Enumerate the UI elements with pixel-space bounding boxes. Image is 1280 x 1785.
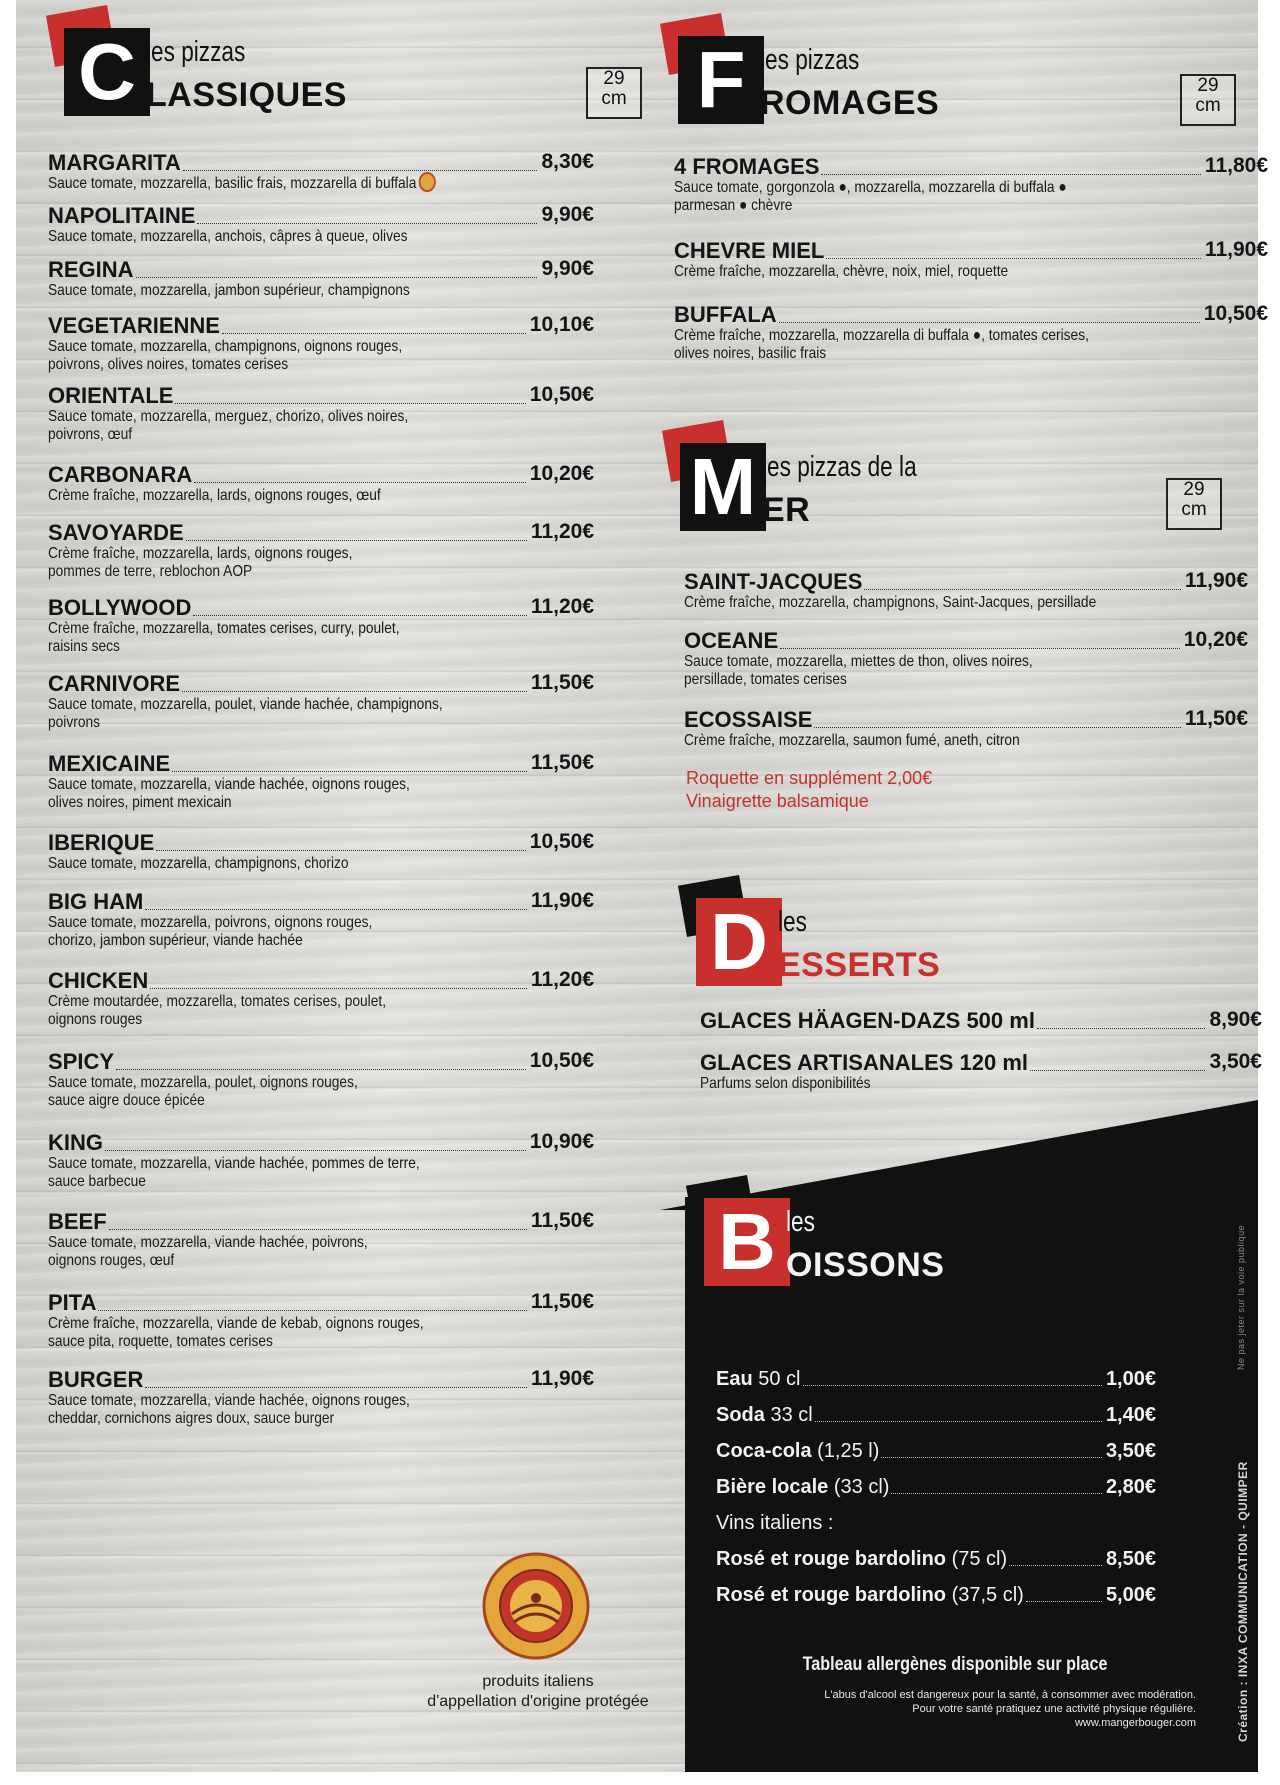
aop-caption (408, 1672, 668, 1712)
leader-dots (182, 691, 527, 692)
item-price: 9,90€ (541, 203, 594, 226)
header-small-text: les pizzas (760, 44, 860, 76)
menu-item (700, 1050, 1262, 1092)
leader-dots (109, 1229, 527, 1230)
drink-volume: (33 cl) (828, 1476, 890, 1498)
drink-item (716, 1440, 1156, 1466)
leader-dots (1037, 1028, 1205, 1029)
item-description: Crème fraîche, mozzarella, chèvre, noix, miel, roquette (674, 263, 1009, 280)
drink-volume: (1,25 l) (811, 1440, 880, 1462)
item-description: Sauce tomate, mozzarella, viande hachée, oignons rouges, (48, 1392, 410, 1409)
size-badge-classiques (586, 67, 642, 119)
item-price: 8,90€ (1209, 1008, 1262, 1031)
leader-dots (172, 771, 527, 772)
item-description: Crème fraîche, mozzarella, mozzarella di buffala ●, tomates cerises, (674, 327, 1089, 344)
item-description: Sauce tomate, mozzarella, viande hachée, poivrons, (48, 1234, 368, 1251)
item-description: Crème fraîche, mozzarella, lards, oignons rouges, œuf (48, 487, 381, 504)
menu-item (48, 257, 594, 299)
item-description: oignons rouges (48, 1011, 143, 1028)
item-description: Crème fraîche, mozzarella, viande de kebab, oignons rouges, (48, 1315, 424, 1332)
drink-volume: (37,5 cl) (946, 1584, 1024, 1606)
item-name: BURGER (48, 1367, 144, 1392)
item-name: BIG HAM (48, 889, 144, 914)
drink-name (716, 1440, 879, 1463)
item-description: persillade, tomates cerises (684, 671, 847, 688)
item-description: oignons rouges, œuf (48, 1252, 175, 1269)
drink-item (716, 1368, 1156, 1394)
item-description: raisins secs (48, 638, 120, 655)
menu-item (674, 154, 1268, 214)
aop-badge-icon (419, 172, 436, 192)
item-name: BEEF (48, 1209, 107, 1234)
header-initial: C (64, 28, 150, 116)
item-description: Sauce tomate, mozzarella, merguez, chorizo, olives noires, (48, 408, 409, 425)
drink-name (716, 1512, 833, 1535)
menu-item (48, 1130, 594, 1190)
header-title: ER (762, 491, 811, 529)
supplement-note: Roquette en supplément 2,00€ (686, 768, 933, 788)
leader-dots (175, 403, 525, 404)
menu-item (674, 238, 1268, 280)
leader-dots (98, 1310, 526, 1311)
item-price: 11,50€ (530, 1290, 594, 1313)
menu-item (48, 1367, 594, 1427)
item-price: 11,90€ (1204, 238, 1268, 261)
drink-name (716, 1584, 1024, 1607)
item-description: parmesan ● chèvre (674, 197, 793, 214)
leader-dots (826, 258, 1201, 259)
aop-caption-line-1: produits italiens (482, 1673, 594, 1690)
drink-price: 3,50€ (1105, 1440, 1156, 1462)
item-price: 11,50€ (530, 671, 594, 694)
size-badge-mer (1166, 478, 1222, 530)
item-price: 11,80€ (1204, 154, 1268, 177)
leader-dots (821, 174, 1200, 175)
item-name: KING (48, 1130, 103, 1155)
item-price: 11,90€ (530, 889, 594, 912)
allergens-note: Tableau allergènes disponible sur place (802, 1654, 1108, 1675)
header-small-text: les (778, 906, 807, 938)
item-description: Crème fraîche, mozzarella, lards, oignons rouges, (48, 545, 353, 562)
item-price: 11,90€ (530, 1367, 594, 1390)
drink-name-bold: Coca-cola (716, 1440, 812, 1462)
header-initial: F (678, 36, 764, 124)
leader-dots (194, 482, 526, 483)
leader-dots (814, 727, 1181, 728)
leader-dots (150, 988, 527, 989)
aop-seal-logo (482, 1552, 590, 1660)
item-price: 8,30€ (541, 150, 594, 173)
item-description: sauce pita, roquette, tomates cerises (48, 1333, 273, 1350)
header-small-text: les pizzas (146, 36, 246, 68)
header-small-text: les (786, 1206, 815, 1238)
menu-item (48, 203, 594, 245)
leader-dots (881, 1457, 1102, 1458)
leader-dots (1026, 1601, 1102, 1602)
item-price: 10,50€ (529, 1049, 594, 1072)
leader-dots (136, 277, 538, 278)
header-small-text: les pizzas de la (762, 451, 917, 483)
drink-volume: 33 cl (764, 1404, 813, 1426)
item-description: poivrons, œuf (48, 426, 133, 443)
leader-dots (197, 223, 537, 224)
menu-item (48, 462, 594, 504)
drink-volume: 50 cl (752, 1368, 801, 1390)
item-name: GLACES HÄAGEN-DAZS 500 ml (700, 1008, 1035, 1033)
header-title: LASSIQUES (146, 76, 347, 114)
item-description: olives noires, piment mexicain (48, 794, 232, 811)
item-description: Sauce tomate, mozzarella, poivrons, oignons rouges, (48, 914, 373, 931)
size-number: 29 (603, 68, 625, 89)
header-title: ROMAGES (760, 84, 940, 122)
menu-item (48, 751, 594, 811)
menu-item (48, 383, 594, 443)
item-description: Sauce tomate, mozzarella, champignons, oignons rouges, (48, 338, 403, 355)
size-number: 29 (1183, 479, 1205, 500)
header-title: ESSERTS (778, 946, 941, 984)
item-name: CARNIVORE (48, 671, 181, 696)
menu-item (48, 150, 594, 193)
item-name: CHEVRE MIEL (674, 238, 825, 263)
item-description: poivrons, olives noires, tomates cerises (48, 356, 289, 373)
item-description: olives noires, basilic frais (674, 345, 827, 362)
item-description: Crème fraîche, mozzarella, saumon fumé, aneth, citron (684, 732, 1020, 749)
item-price: 11,50€ (530, 1209, 594, 1232)
drink-name (716, 1368, 801, 1391)
drink-name (716, 1476, 889, 1499)
leader-dots (780, 648, 1180, 649)
header-title: OISSONS (786, 1246, 945, 1284)
menu-item (48, 520, 594, 580)
drink-item (716, 1404, 1156, 1430)
size-unit: cm (601, 88, 627, 109)
menu-item (700, 1008, 1262, 1033)
mer-header (666, 425, 986, 535)
size-badge-fromages (1180, 74, 1236, 126)
drink-name-bold: Rosé et rouge bardolino (716, 1584, 947, 1606)
item-name: MEXICAINE (48, 751, 171, 776)
item-price: 3,50€ (1209, 1050, 1262, 1073)
leader-dots (193, 615, 527, 616)
item-description: Sauce tomate, mozzarella, jambon supérieur, champignons (48, 282, 410, 299)
item-price: 10,50€ (529, 383, 594, 406)
drink-price: 1,00€ (1105, 1368, 1156, 1390)
item-name: PITA (48, 1290, 97, 1315)
leader-dots (145, 1387, 527, 1388)
item-description: Crème fraîche, mozzarella, champignons, Saint-Jacques, persillade (684, 594, 1097, 611)
menu-item (684, 707, 1248, 749)
menu-item (48, 595, 594, 655)
item-description: Parfums selon disponibilités (700, 1075, 871, 1092)
item-description: Sauce tomate, mozzarella, anchois, câpres à queue, olives (48, 228, 408, 245)
legal-notice (700, 1688, 1196, 1730)
legal-line-1: L'abus d'alcool est dangereux pour la santé, à consommer avec modération. (824, 1689, 1196, 1701)
menu-item (48, 968, 594, 1028)
size-unit: cm (1195, 95, 1221, 116)
classiques-header (50, 10, 370, 120)
item-description: cheddar, cornichons aigres doux, sauce burger (48, 1410, 335, 1427)
item-description: Sauce tomate, mozzarella, basilic frais, mozzarella di buffala (48, 174, 439, 194)
leader-dots (803, 1385, 1102, 1386)
menu-item (684, 569, 1248, 611)
item-description: sauce barbecue (48, 1173, 146, 1190)
item-description: Sauce tomate, mozzarella, viande hachée, pommes de terre, (48, 1155, 420, 1172)
drink-volume: (75 cl) (946, 1548, 1008, 1570)
legal-line-2: Pour votre santé pratiquez une activité physique régulière. (912, 1703, 1196, 1715)
vinaigrette-note: Vinaigrette balsamique (686, 791, 869, 811)
item-name: ECOSSAISE (684, 707, 813, 732)
item-name: 4 FROMAGES (674, 154, 820, 179)
leader-dots (156, 850, 525, 851)
item-description: Sauce tomate, mozzarella, champignons, chorizo (48, 855, 349, 872)
item-description: pommes de terre, reblochon AOP (48, 563, 253, 580)
item-description: Sauce tomate, mozzarella, viande hachée, oignons rouges, (48, 776, 410, 793)
item-name: BUFFALA (674, 302, 777, 327)
item-description: sauce aigre douce épicée (48, 1092, 205, 1109)
menu-item (674, 302, 1268, 362)
item-name: SPICY (48, 1049, 115, 1074)
item-price: 11,50€ (1184, 707, 1248, 730)
item-name: REGINA (48, 257, 134, 282)
menu-item (48, 1049, 594, 1109)
item-name: OCEANE (684, 628, 779, 653)
drink-item (716, 1476, 1156, 1502)
aop-caption-line-2: d'appellation d'origine protégée (427, 1693, 649, 1710)
leader-dots (183, 170, 538, 171)
item-description: Crème moutardée, mozzarella, tomates cerises, poulet, (48, 993, 387, 1010)
drink-price: 1,40€ (1105, 1404, 1156, 1426)
item-name: SAINT-JACQUES (684, 569, 863, 594)
header-initial: B (704, 1198, 790, 1286)
item-price: 11,20€ (530, 968, 594, 991)
drink-item (716, 1548, 1156, 1574)
item-name: SAVOYARDE (48, 520, 184, 545)
item-name: BOLLYWOOD (48, 595, 192, 620)
leader-dots (815, 1421, 1102, 1422)
item-name: VEGETARIENNE (48, 313, 220, 338)
drink-item (716, 1512, 1156, 1538)
item-price: 10,20€ (1183, 628, 1248, 651)
item-description: Sauce tomate, mozzarella, miettes de thon, olives noires, (684, 653, 1033, 670)
desserts-header (682, 880, 1002, 990)
street-notice-vertical: Ne pas jeter sur la voie publique (1236, 1224, 1246, 1370)
item-price: 10,20€ (529, 462, 594, 485)
legal-line-3: www.mangerbouger.com (1074, 1717, 1196, 1729)
menu-item (48, 313, 594, 373)
menu-item (48, 889, 594, 949)
size-number: 29 (1197, 75, 1219, 96)
item-price: 11,20€ (530, 595, 594, 618)
drink-name-bold: Bière locale (716, 1476, 829, 1498)
item-price: 10,50€ (529, 830, 594, 853)
menu-item (684, 628, 1248, 688)
header-initial: D (696, 898, 782, 986)
item-price: 11,90€ (1184, 569, 1248, 592)
item-price: 10,50€ (1203, 302, 1268, 325)
fromages-header (664, 18, 984, 128)
drink-name (716, 1404, 813, 1427)
leader-dots (186, 540, 527, 541)
menu-item (48, 830, 594, 872)
item-description: Sauce tomate, mozzarella, poulet, oignons rouges, (48, 1074, 358, 1091)
credit-vertical: Création : INXA COMMUNICATION - QUIMPER (1236, 1461, 1250, 1742)
size-unit: cm (1181, 499, 1207, 520)
item-name: CARBONARA (48, 462, 193, 487)
item-description: chorizo, jambon supérieur, viande hachée (48, 932, 303, 949)
leader-dots (105, 1150, 526, 1151)
boissons-header (690, 1180, 1010, 1290)
leader-dots (864, 589, 1180, 590)
item-name: IBERIQUE (48, 830, 155, 855)
item-price: 10,10€ (529, 313, 594, 336)
item-price: 9,90€ (541, 257, 594, 280)
item-description: Sauce tomate, mozzarella, poulet, viande hachée, champignons, (48, 696, 443, 713)
item-name: CHICKEN (48, 968, 149, 993)
leader-dots (891, 1493, 1102, 1494)
drink-name-bold: Rosé et rouge bardolino (716, 1548, 947, 1570)
item-name: NAPOLITAINE (48, 203, 196, 228)
drink-name-bold: Soda (716, 1404, 765, 1426)
leader-dots (145, 909, 527, 910)
item-description: Crème fraîche, mozzarella, tomates cerises, curry, poulet, (48, 620, 400, 637)
drink-name-bold: Eau (716, 1368, 753, 1390)
item-price: 11,50€ (530, 751, 594, 774)
drink-name (716, 1548, 1007, 1571)
item-price: 10,90€ (529, 1130, 594, 1153)
menu-item (48, 1290, 594, 1350)
leader-dots (779, 322, 1200, 323)
item-description: Sauce tomate, gorgonzola ●, mozzarella, mozzarella di buffala ● (674, 179, 1067, 196)
item-price: 11,20€ (530, 520, 594, 543)
menu-item (48, 671, 594, 731)
drink-price: 8,50€ (1105, 1548, 1156, 1570)
menu-item (48, 1209, 594, 1269)
leader-dots (222, 333, 526, 334)
leader-dots (116, 1069, 526, 1070)
leader-dots (1009, 1565, 1102, 1566)
header-initial: M (680, 443, 766, 531)
item-name: MARGARITA (48, 150, 181, 175)
drink-item (716, 1584, 1156, 1610)
item-name: GLACES ARTISANALES 120 ml (700, 1050, 1029, 1075)
leader-dots (1030, 1070, 1205, 1071)
item-name: ORIENTALE (48, 383, 174, 408)
drink-price: 5,00€ (1105, 1584, 1156, 1606)
item-description: poivrons (48, 714, 101, 731)
drink-price: 2,80€ (1105, 1476, 1156, 1498)
drink-volume: Vins italiens : (716, 1512, 834, 1534)
